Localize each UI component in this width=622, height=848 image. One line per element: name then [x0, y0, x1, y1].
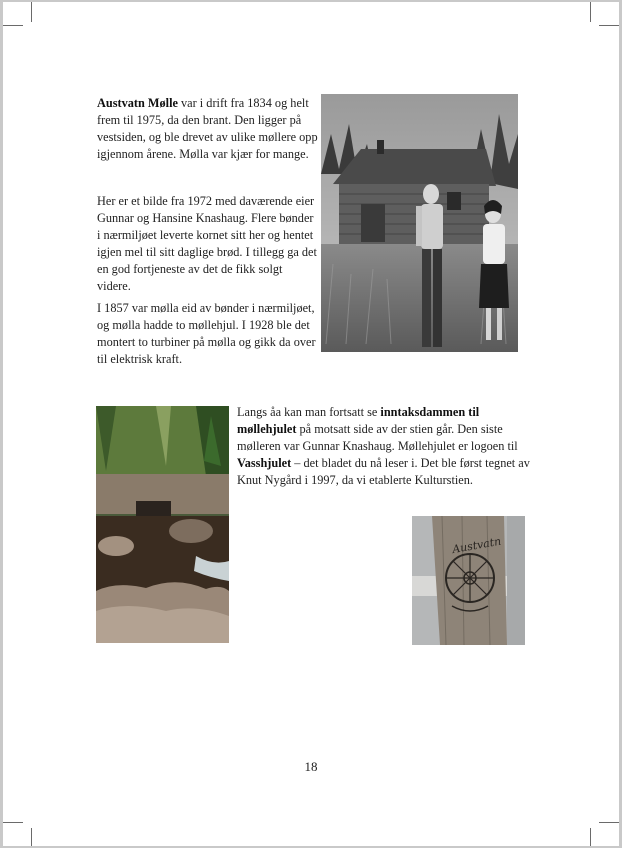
paragraph-photo-1972 [97, 193, 319, 295]
photo-1972-text: Her er et bilde fra 1972 med daværende eier Gunnar og Hansine Knashaug. Flere bønder i nærmiljøet leverte kornet sitt her og hentet igjen mel til sitt daglige brød. I tillegg ga det en god fortjeneste av det de fikk solgt videre. [97, 194, 317, 293]
document-page [3, 2, 619, 846]
mill-name: Austvatn Mølle [97, 96, 178, 110]
paragraph-mill-history [97, 95, 319, 163]
mill-history-text: var i drift fra 1834 og helt frem til 1975, da den brant. Den ligger på vestsiden, og ble drevet av ulike møllere opp igjennom årene. Mølla var kjær for mange. [97, 96, 318, 161]
crop-mark-top-right-h [599, 25, 619, 26]
photo-stream-intake-dam [96, 406, 229, 643]
intake-text-2: på motsatt side av der stien går. Den siste mølleren var Gunnar Knashaug. Møllehjulet er logoen til [237, 422, 518, 453]
crop-mark-top-right-v [590, 2, 591, 22]
intake-text-3: – det bladet du nå leser i. Det ble først tegnet av Knut Nygård i 1997, da vi etablerte Kulturstien. [237, 456, 530, 487]
crop-mark-bottom-right-v [590, 828, 591, 846]
vasshjulet-bold: Vasshjulet [237, 456, 292, 470]
intake-dam-bold: inntaksdammen til møllehjulet [237, 405, 480, 436]
crop-mark-bottom-left-v [31, 828, 32, 846]
photo-carved-wheel-logo [412, 516, 525, 645]
intake-text-1: Langs åa kan man fortsatt se [237, 405, 381, 419]
crop-mark-bottom-right-h [599, 822, 619, 823]
photo-knashaug-couple-1972 [321, 94, 518, 352]
crop-mark-top-left-v [31, 2, 32, 22]
crop-mark-top-left-h [3, 25, 23, 26]
page-number: 18 [304, 759, 318, 774]
crop-mark-bottom-left-h [3, 822, 23, 823]
paragraph-intake-dam [237, 404, 533, 489]
turbines-text: I 1857 var mølla eid av bønder i nærmiljøet, og mølla hadde to møllehjul. I 1928 ble det montert to turbiner på mølla og gikk da over til elektrisk kraft. [97, 301, 316, 366]
paragraph-turbines [97, 300, 319, 368]
carving-text: Austvatn [451, 534, 503, 557]
